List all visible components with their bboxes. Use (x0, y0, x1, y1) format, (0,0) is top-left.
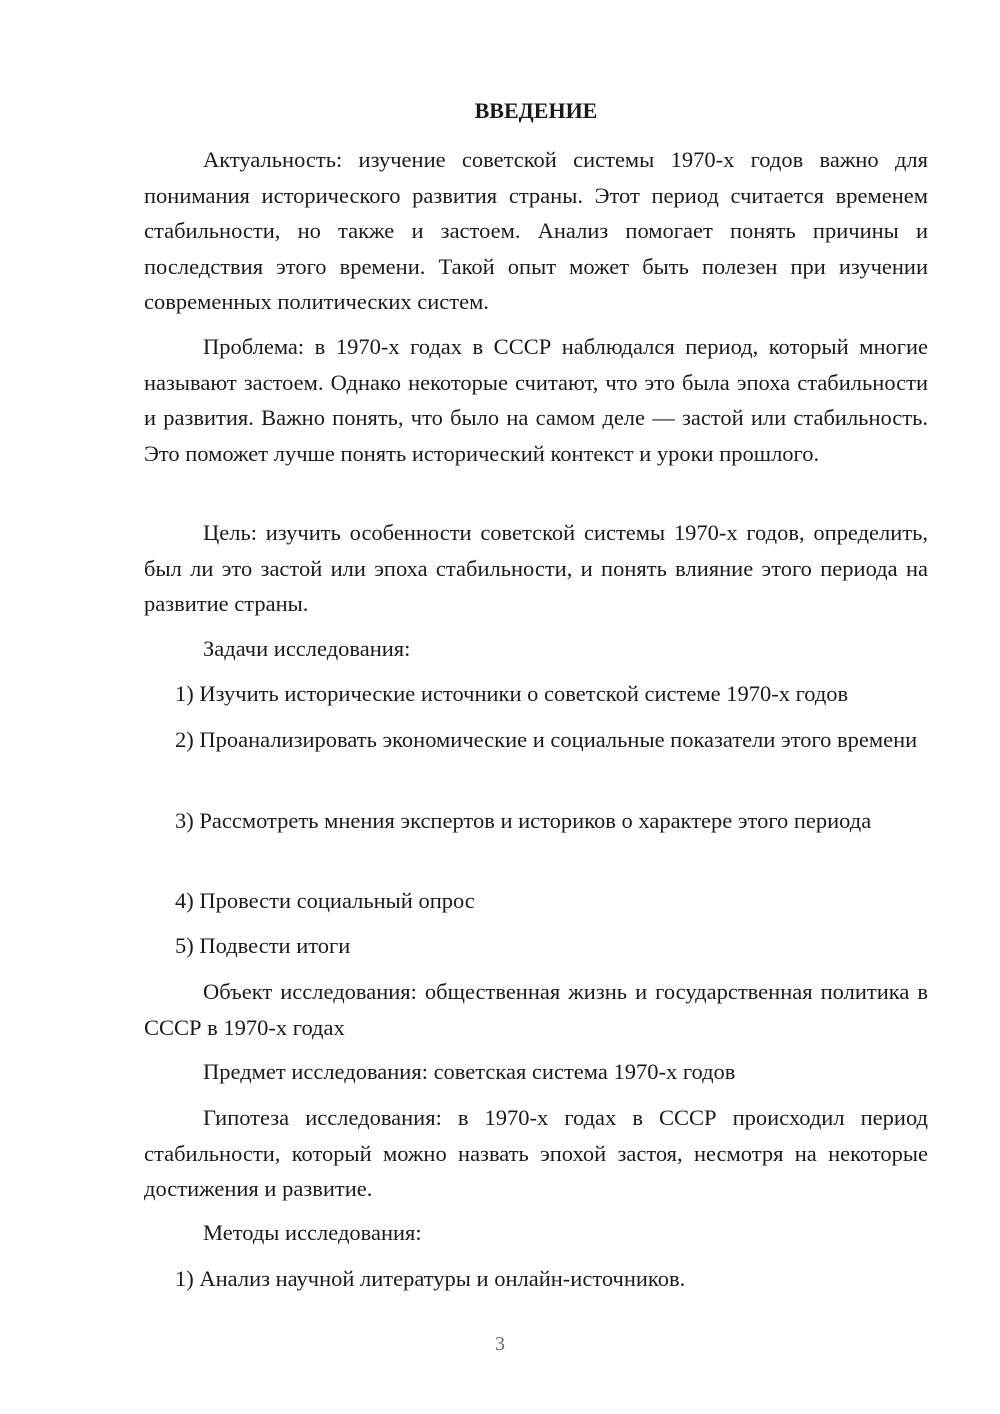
relevance-paragraph: Актуальность: изучение советской системы 1970-х годов важно для понимания исторического развития страны. Этот период считается временем стабильности, но также и застоем. Анализ помогает понять причины и последствия этого времени. Такой опыт может быть полезен при изучении современных политических систем. (144, 147, 928, 314)
method-item-1: 1) Анализ научной литературы и онлайн-источников. (175, 1266, 686, 1291)
object-paragraph: Объект исследования: общественная жизнь и государственная политика в СССР в 1970-х годах (144, 979, 928, 1040)
tasks-title: Задачи исследования: (203, 636, 411, 661)
problem-paragraph: Проблема: в 1970-х годах в СССР наблюдался период, который многие называют застоем. Однако некоторые считают, что это была эпоха стабильности и развития. Важно понять, что было на самом деле — застой или стабильность. Это поможет лучше понять исторический контекст и уроки прошлого. (144, 334, 928, 466)
task-item-5: 5) Подвести итоги (175, 933, 351, 958)
hypothesis-paragraph: Гипотеза исследования: в 1970-х годах в СССР происходил период стабильности, который можно назвать эпохой застоя, несмотря на некоторые достижения и развитие. (144, 1105, 928, 1201)
task-item-4: 4) Провести социальный опрос (175, 888, 475, 913)
methods-title: Методы исследования: (203, 1220, 422, 1245)
task-item-2: 2) Проанализировать экономические и социальные показатели этого времени (175, 727, 918, 752)
subject-paragraph: Предмет исследования: советская система 1970-х годов (203, 1059, 736, 1084)
task-item-3: 3) Рассмотреть мнения экспертов и историков о характере этого периода (175, 808, 872, 833)
task-item-1: 1) Изучить исторические источники о советской системе 1970-х годов (175, 681, 849, 706)
page-number: 3 (495, 1333, 505, 1355)
goal-paragraph: Цель: изучить особенности советской системы 1970-х годов, определить, был ли это застой или эпоха стабильности, и понять влияние этого периода на развитие страны. (144, 520, 928, 616)
section-heading: ВВЕДЕНИЕ (474, 98, 598, 123)
